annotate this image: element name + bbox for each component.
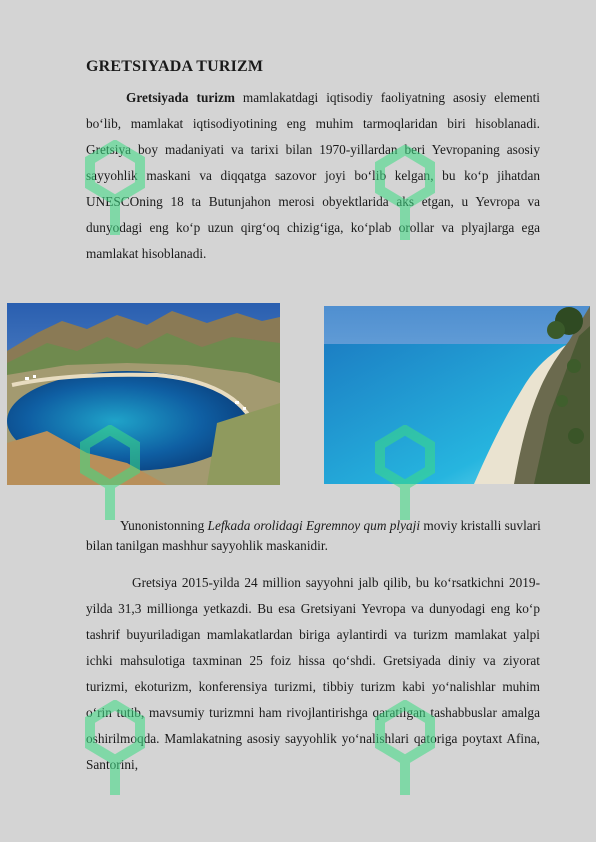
caption-before: Yunonistonning (120, 518, 208, 533)
image-caption (86, 516, 552, 556)
body-paragraph (86, 570, 540, 778)
page-title: GRETSIYADA TURIZM (86, 58, 264, 75)
beach-cliff-photo (324, 306, 590, 484)
intro-bold-lead: Gretsiyada turizm (126, 90, 235, 105)
intro-text: mamlakatdagi iqtisodiy faoliyatning asosiy elementi bo‘lib, mamlakat iqtisodiyotining eng muhim tarmoqlaridan biri hisoblanadi. Gretsiya boy madaniyati va tarixi bilan 1970-yillardan beri Yevropaning asosiy sayyohlik maskani va diqqatga sazovor joyi bo‘lib kelgan, bu ko‘p jihatdan UNESCOning 18 ta Butunjahon merosi obyektlarida aks etgan, u Yevropa va dunyodagi eng ko‘p uzun qirg‘oq chizig‘iga, ko‘plab orollar va plyajlarga ega mamlakat hisoblanadi. (86, 90, 541, 261)
body-text: Gretsiya 2015-yilda 24 million sayyohni jalb qilib, bu ko‘rsatkichni 2019-yilda 31,3 millionga yetkazdi. Bu esa Gretsiyani Yevropa va dunyodagi eng ko‘p tashrif buyuriladigan mamlakatlardan biriga aylantirdi va turizm mamlakat yalpi ichki mahsulotiga taxminan 25 foiz hissa qo‘shdi. Gretsiyada diniy va ziyorat turizmi, ekoturizm, konferensiya turizmi, tibbiy turizm kabi yo‘nalishlar muhim o‘rin tutib, mavsumiy turizmni ham rivojlantirishga qaratilgan tashabbuslar amalga oshirilmoqda. Mamlakatning asosiy sayyohlik yo‘nalishlari qatoriga poytaxt Afina, Santorini, (86, 575, 540, 772)
caption-after: moviy kristalli suvlari bilan tanilgan mashhur sayyohlik maskanidir. (86, 518, 541, 553)
intro-paragraph (86, 85, 540, 267)
coastal-bay-photo (7, 303, 280, 485)
caption-italic: Lefkada orolidagi Egremnoy qum plyaji (207, 518, 421, 533)
